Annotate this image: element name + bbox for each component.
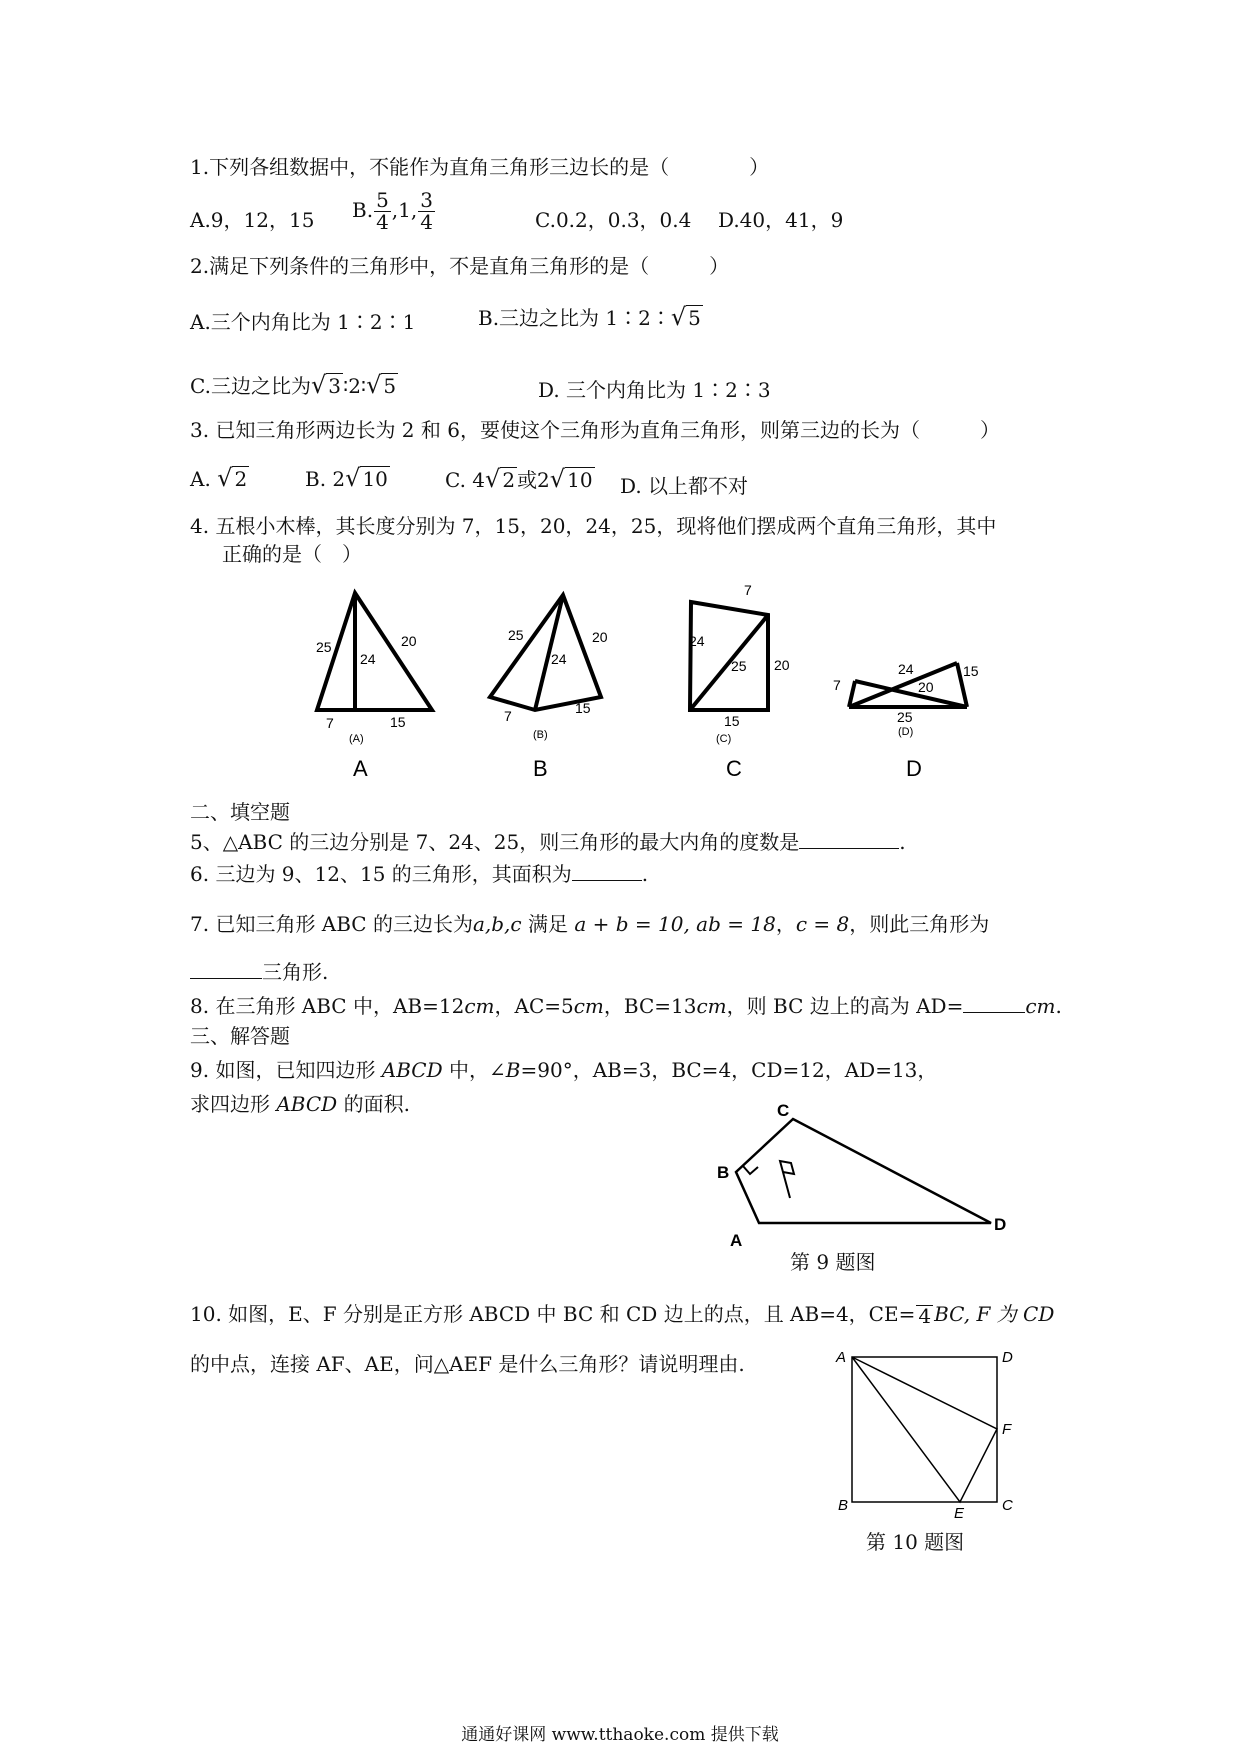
q7-variables: a,b,c [472, 912, 522, 936]
fig-c-label-20: 20 [774, 657, 790, 673]
quadrilateral-abcd [780, 1161, 794, 1198]
q2-option-b: B.三边之比为 1∶2∶√ 5 [478, 303, 701, 331]
vertex-a: A [836, 1349, 847, 1366]
figure-c [690, 602, 768, 710]
page-footer: 通通好课网 www.tthaoke.com 提供下载 [461, 1725, 779, 1745]
q10-line1: 10. 如图，E、F 分别是正方形 ABCD 中 BC 和 CD 边上的点，且 AB=4，CE= 4 BC, F 为 CD [190, 1302, 1055, 1328]
q5-answer-blank[interactable] [799, 830, 899, 849]
q7-text: 7. 已知三角形 ABC 的三边长为a,b,c 满足 a + b = 10, ab = 18，c = 8，则此三角形为 [190, 912, 990, 936]
section-fill-in-heading: 二、填空题 [190, 800, 290, 824]
vertex-f: F [1002, 1421, 1012, 1438]
q3-option-d: D. 以上都不对 [620, 474, 749, 498]
sqrt-10: √ 10 [345, 464, 388, 492]
q5-text: 5、△ABC 的三边分别是 7、24、25，则三角形的最大内角的度数是 . [190, 830, 906, 854]
sqrt-2: √ 2 [485, 465, 516, 493]
sqrt-5: √ 5 [670, 303, 701, 331]
fig-b-label-25: 25 [508, 627, 524, 643]
fig-a-label-20: 20 [401, 633, 417, 649]
q4-figures [0, 570, 1240, 830]
q9-figure [680, 1100, 1020, 1260]
q2-option-d: D. 三个内角比为 1∶2∶3 [538, 378, 771, 402]
q3-option-c: C. 4√ 2 或2√ 10 [445, 465, 593, 493]
q9-figure-caption: 第 9 题图 [790, 1250, 876, 1274]
section-solution-heading: 三、解答题 [190, 1024, 290, 1048]
q1-option-b-fraction-2: $\frac{3}{4}$ [420, 188, 433, 234]
vertex-d: D [994, 1215, 1007, 1234]
q10-figure-caption: 第 10 题图 [866, 1530, 965, 1554]
sqrt-3: √ 3 [310, 371, 341, 399]
fig-a-label-7: 7 [326, 715, 334, 731]
q1-option-b-prefix: B. [352, 198, 374, 222]
fig-d-label-20: 20 [918, 679, 934, 695]
fig-c-caption: (C) [716, 733, 732, 745]
q3-option-b: B. 2√ 10 [305, 464, 388, 492]
fig-b-label-20: 20 [592, 629, 608, 645]
q7-condition: a + b = 10, ab = 18 [574, 912, 776, 936]
fig-c-label-7: 7 [744, 582, 752, 598]
q1-option-c: C.0.2，0.3，0.4 [535, 208, 692, 232]
fig-a-label-15: 15 [390, 714, 406, 730]
fig-c-label-15: 15 [724, 713, 740, 729]
q7-line2: 三角形. [190, 960, 328, 984]
q1-stem: 1.下列各组数据中，不能作为直角三角形三边长的是（ ） [190, 155, 770, 179]
fig-d-label-7: 7 [833, 677, 841, 693]
fig-d-label-25: 25 [897, 709, 913, 725]
sqrt-10: √ 10 [549, 465, 593, 493]
triangle-aef [852, 1357, 997, 1502]
vertex-d: D [1002, 1349, 1013, 1366]
q9-line2: 求四边形 ABCD 的面积. [190, 1092, 410, 1116]
q10-fraction: 4 [918, 1303, 932, 1328]
q2-option-a: A.三个内角比为 1∶2∶1 [190, 310, 416, 334]
fig-d-label-24: 24 [898, 661, 914, 677]
vertex-e: E [954, 1505, 965, 1520]
q4-stem-line2: 正确的是（ ） [222, 542, 362, 566]
fig-b-label-15: 15 [575, 700, 591, 716]
q2-option-c: C.三边之比为√ 3 ∶2∶√ 5 [190, 371, 397, 399]
q6-text: 6. 三边为 9、12、15 的三角形，其面积为 . [190, 862, 649, 886]
q1-option-d: D.40，41，9 [718, 208, 844, 232]
q9-line1: 9. 如图，已知四边形 ABCD 中，∠B=90°，AB=3，BC=4，CD=12，AD=13， [190, 1058, 938, 1082]
fig-d-caption: (D) [898, 726, 914, 738]
fig-b-caption: (B) [533, 729, 548, 741]
q7-answer-blank[interactable] [190, 960, 262, 979]
vertex-b: B [717, 1163, 730, 1182]
fig-a-label-24: 24 [360, 651, 376, 667]
fig-a-caption: (A) [349, 733, 364, 745]
fig-c-label-25: 25 [731, 658, 747, 674]
q3-stem: 3. 已知三角形两边长为 2 和 6，要使这个三角形为直角三角形，则第三边的长为（ ） [190, 418, 1000, 442]
q7-condition-c: c = 8 [795, 912, 850, 936]
fig-d-label-15: 15 [963, 663, 979, 679]
q10-figure [830, 1340, 1050, 1520]
fig-c-letter: C [726, 756, 742, 781]
q1-option-b [352, 190, 436, 233]
q1-option-b-fraction-1: $\frac{5}{4}$ [376, 188, 389, 234]
fig-b-letter: B [533, 756, 548, 781]
sqrt-2: √ 2 [217, 464, 248, 492]
fig-a-label-25: 25 [316, 639, 332, 655]
right-angle-mark [743, 1166, 758, 1174]
square-abcd [852, 1357, 997, 1502]
vertex-c: C [1002, 1497, 1013, 1514]
fig-a-letter: A [353, 756, 368, 781]
fig-c-label-24: 24 [689, 633, 705, 649]
figure-b [490, 595, 601, 710]
q1-option-a: A.9，12，15 [190, 208, 315, 232]
q4-stem: 4. 五根小木棒，其长度分别为 7，15，20，24，25，现将他们摆成两个直角三角形，其中 [190, 514, 997, 538]
fig-b-label-7: 7 [504, 708, 512, 724]
fig-d-letter: D [906, 756, 922, 781]
q10-line2: 的中点，连接 AF、AE，问△AEF 是什么三角形？请说明理由. [190, 1352, 745, 1376]
q1-option-b-mid: ,1, [391, 198, 418, 222]
q8-text: 8. 在三角形 ABC 中，AB=12cm，AC=5cm，BC=13cm，则 BC 边上的高为 AD= cm. [190, 994, 1062, 1018]
q2-stem: 2.满足下列条件的三角形中，不是直角三角形的是（ ） [190, 254, 730, 278]
q3-option-a: A. √ 2 [190, 464, 248, 492]
fig-b-label-24: 24 [551, 651, 567, 667]
vertex-c: C [777, 1101, 790, 1120]
vertex-a: A [730, 1231, 743, 1250]
q8-answer-blank[interactable] [963, 994, 1025, 1013]
sqrt-5: √ 5 [366, 371, 397, 399]
q6-answer-blank[interactable] [572, 862, 642, 881]
vertex-b: B [838, 1497, 849, 1514]
